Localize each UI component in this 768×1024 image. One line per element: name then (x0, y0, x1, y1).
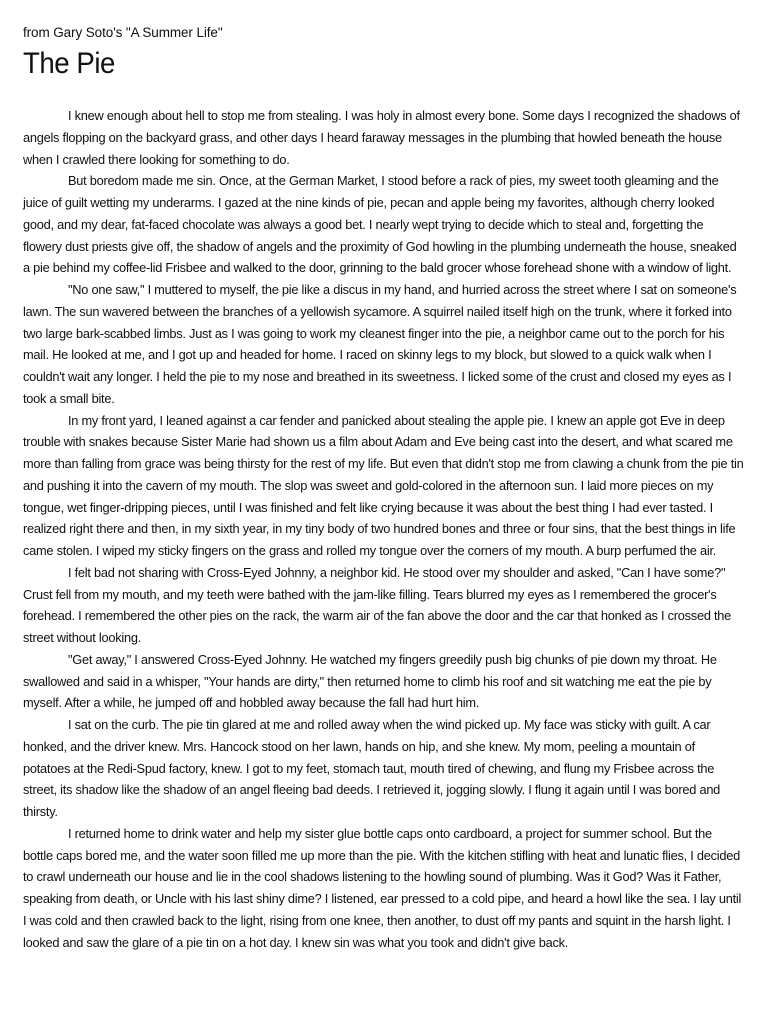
paragraph-4: In my front yard, I leaned against a car fender and panicked about stealing the apple pie. I knew an apple got Eve in deep trouble with snakes because Sister Marie had shown us a film about Adam and Eve being cast into the desert, and what scared me more than falling from grace was being thirsty for the rest of my life. But even that didn't stop me from clawing a chunk from the pie tin and pushing it into the cavern of my mouth. The slop was sweet and gold-colored in the afternoon sun. I laid more pieces on my tongue, wet finger-dripping pieces, until I was finished and felt like crying because it was about the best thing I had ever tasted. I realized right there and then, in my sixth year, in my tiny body of two hundred bones and three or four sins, that the best things in life came stolen. I wiped my sticky fingers on the grass and rolled my tongue over the corners of my mouth. A burp perfumed the air. (23, 412, 744, 558)
paragraph-3: "No one saw," I muttered to myself, the pie like a discus in my hand, and hurried across the street where I sat on someone's lawn. The sun wavered between the branches of a yellowish sycamore. A squirrel nailed itself high on the trunk, where it forked into two large bark-scabbed limbs. Just as I was going to work my cleanest finger into the pie, a neighbor came out to the porch for his mail. He looked at me, and I got up and headed for home. I raced on skinny legs to my block, but slowed to a quick walk when I couldn't wait any longer. I held the pie to my nose and breathed in its sweetness. I licked some of the crust and closed my eyes as I took a small bite. (23, 282, 737, 406)
page-title: The Pie (23, 47, 115, 80)
paragraph-8: I returned home to drink water and help my sister glue bottle caps onto cardboard, a project for summer school. But the bottle caps bored me, and the water soon filled me up more than the pie. With the kitchen stifling with heat and lunatic flies, I decided to crawl underneath our house and lie in the cool shadows listening to the howling sound of plumbing. Was it God? Was it Father, speaking from death, or Uncle with his last shiny dime? I listened, ear pressed to a cold pipe, and heard a howl like the sea. I lay until I was cold and then crawled back to the light, rising from one knee, then another, to dust off my pants and squint in the harsh light. I looked and saw the glare of a pie tin on a hot day. I knew sin was what you took and didn't give back. (23, 825, 742, 950)
paragraph-1: I knew enough about hell to stop me from stealing. I was holy in almost every bone. Some days I recognized the shadows of angels flopping on the backyard grass, and other days I heard faraway messages in the plumbing that howled beneath the house when I crawled there looking for something to do. (23, 108, 740, 167)
paragraph-2: But boredom made me sin. Once, at the German Market, I stood before a rack of pies, my sweet tooth gleaming and the juice of guilt wetting my underarms. I gazed at the nine kinds of pie, pecan and apple being my favorites, although cherry looked good, and my dear, fat-faced chocolate was always a good bet. I nearly wept trying to decide which to steal and, forgetting the flowery dust priests give off, the shadow of angels and the proximity of God howling in the plumbing underneath the house, sneaked a pie behind my coffee-lid Frisbee and walked to the door, grinning to the bald grocer whose forehead shone with a window of light. (23, 173, 737, 276)
source-line: from Gary Soto's "A Summer Life" (23, 25, 223, 40)
paragraph-7: I sat on the curb. The pie tin glared at me and rolled away when the wind picked up. My face was sticky with guilt. A car honked, and the driver knew. Mrs. Hancock stood on her lawn, hands on hip, and she knew. My mom, peeling a mountain of potatoes at the Redi-Spud factory, knew. I got to my feet, stomach taut, mouth tired of chewing, and flung my Frisbee across the street, its shadow like the shadow of an angel fleeing bad deeds. I retrieved it, jogging slowly. I flung it again until I was bored and thirsty. (23, 717, 721, 819)
paragraph-5: I felt bad not sharing with Cross-Eyed Johnny, a neighbor kid. He stood over my shoulder and asked, "Can I have some?" Crust fell from my mouth, and my teeth were bathed with the jam-like filling. Tears blurred my eyes as I remembered the grocer's forehead. I remembered the other pies on the rack, the warm air of the fan above the door and the car that honked as I crossed the street without looking. (23, 564, 732, 645)
paragraph-6: "Get away," I answered Cross-Eyed Johnny. He watched my fingers greedily push big chunks of pie down my throat. He swallowed and said in a whisper, "Your hands are dirty," then returned home to climb his roof and sit watching me eat the pie by myself. After a while, he jumped off and hobbled away because the fall had hurt him. (23, 651, 717, 711)
story-body (23, 105, 744, 953)
